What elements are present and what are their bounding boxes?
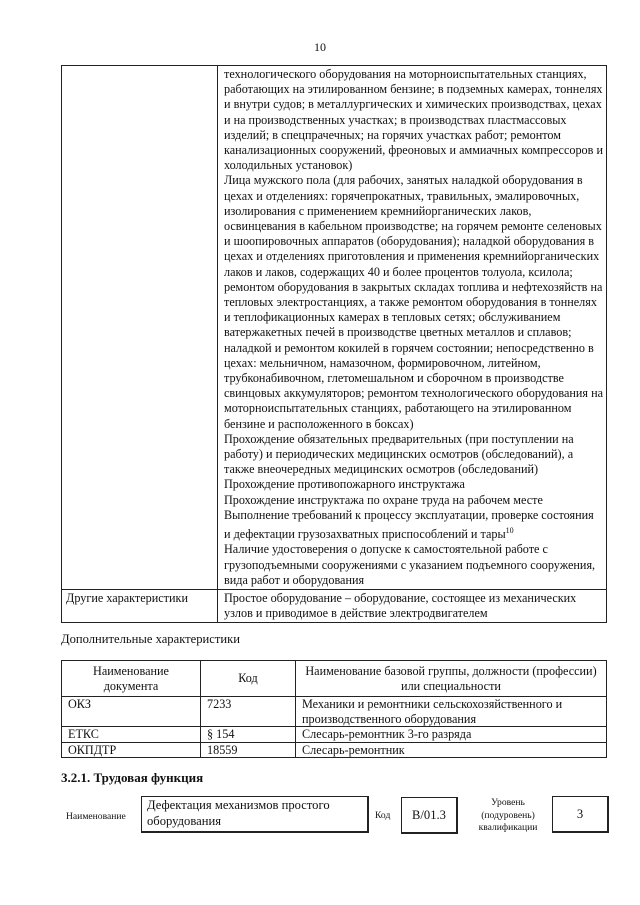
function-name-box: Дефектация механизмов простого оборудования	[141, 796, 369, 833]
group-name: Механики и ремонтники сельскохозяйственного и производственного оборудования	[296, 697, 607, 727]
table-row	[62, 589, 607, 622]
additional-table	[61, 660, 607, 758]
footnote-ref: 10	[505, 526, 514, 536]
requirement-text: Выполнение требований к процессу эксплуатации, проверке состояния и дефектации грузозахватных приспособлений и тары	[224, 507, 594, 542]
table-row	[62, 697, 607, 727]
requirements-cell	[218, 66, 607, 590]
other-characteristics-label: Другие характеристики	[62, 589, 218, 622]
table-row	[62, 742, 607, 758]
page-number: 10	[314, 40, 326, 54]
header-document: Наименование документа	[62, 661, 201, 697]
doc-code: § 154	[201, 727, 296, 743]
header-code: Код	[201, 661, 296, 697]
function-title: 3.2.1. Трудовая функция	[61, 770, 204, 785]
requirement-paragraph: технологического оборудования на моторноиспытательных станциях, работающих на этилированном бензине; в подземных камерах, тоннелях и внутри судов; в металлургических и химических производствах, цехах и на производственных участках; в производствах пластмассовых изделий; в спецпрачечных; на горячих участках работ; ремонтом канализационных сооружений, фреоновых и аммиачных компрессоров и холодильных установок)	[224, 67, 603, 173]
requirement-paragraph-with-footnote	[224, 508, 603, 542]
group-name: Слесарь-ремонтник	[296, 742, 607, 758]
table-row	[62, 727, 607, 743]
table-row	[62, 66, 607, 590]
function-code-box: B/01.3	[401, 797, 458, 834]
empty-label-cell	[62, 66, 218, 590]
group-name: Слесарь-ремонтник 3-го разряда	[296, 727, 607, 743]
characteristics-table	[61, 65, 607, 623]
additional-heading: Дополнительные характеристики	[61, 632, 240, 646]
requirement-paragraph: Прохождение противопожарного инструктажа	[224, 477, 465, 492]
name-label: Наименование	[66, 811, 126, 822]
requirement-paragraph: Прохождение инструктажа по охране труда на рабочем месте	[224, 492, 543, 507]
doc-name: ОКЗ	[62, 697, 201, 727]
table-header-row	[62, 661, 607, 697]
doc-name: ОКПДТР	[62, 742, 201, 758]
requirement-paragraph: Лица мужского пола (для рабочих, занятых наладкой оборудования в цехах и отделениях: горячепрокатных, травильных, эмалировочных, изолирования с применением кремнийорганических лаков, освинцевания в кабельном производстве; на горячем ремонте селеновых и шоопировочных аппаратов (оборудования); наладкой оборудования в цехах и отделениях приготовления и применения кремнийорганических лаков и лаков, содержащих 40 и более процентов толуола, ксилола; ремонтом оборудования в закрытых складах топлива и нефтехозяйств на тепловых электростанциях, а также ремонтом оборудования в тоннелях и теплофикационных камерах в тепловых сетях; обслуживанием ватержакетных печей в производстве цветных металлов и сплавов; наладкой и ремонтом кокилей в горячем состоянии; непосредственно в цехах: мельничном, намазочном, формировочном, литейном, трубконабивочном, глетомешальном и сборочном в производстве свинцовых аккумуляторов; ремонтом технологического оборудования на моторноиспытательных станциях, работающего на этилированном бензине и расположенного в боксах)	[224, 173, 604, 431]
header-group: Наименование базовой группы, должности (профессии) или специальности	[296, 661, 607, 697]
other-characteristics-value: Простое оборудование – оборудование, состоящее из механических узлов и приводимое в действие электродвигателем	[218, 589, 607, 622]
doc-code: 7233	[201, 697, 296, 727]
level-value-box: 3	[552, 796, 609, 833]
code-label: Код	[375, 810, 391, 821]
doc-code: 18559	[201, 742, 296, 758]
requirement-paragraph: Прохождение обязательных предварительных (при поступлении на работу) и периодических медицинских осмотров (обследований), а также внеочередных медицинских осмотров (обследований)	[224, 431, 574, 477]
requirement-paragraph: Наличие удостоверения о допуске к самостоятельной работе с грузоподъемными сооружениями с указанием подъемного сооружения, вида работ и оборудования	[224, 542, 596, 587]
doc-name: ЕТКС	[62, 727, 201, 743]
level-label: Уровень (подуровень) квалификации	[478, 797, 538, 834]
